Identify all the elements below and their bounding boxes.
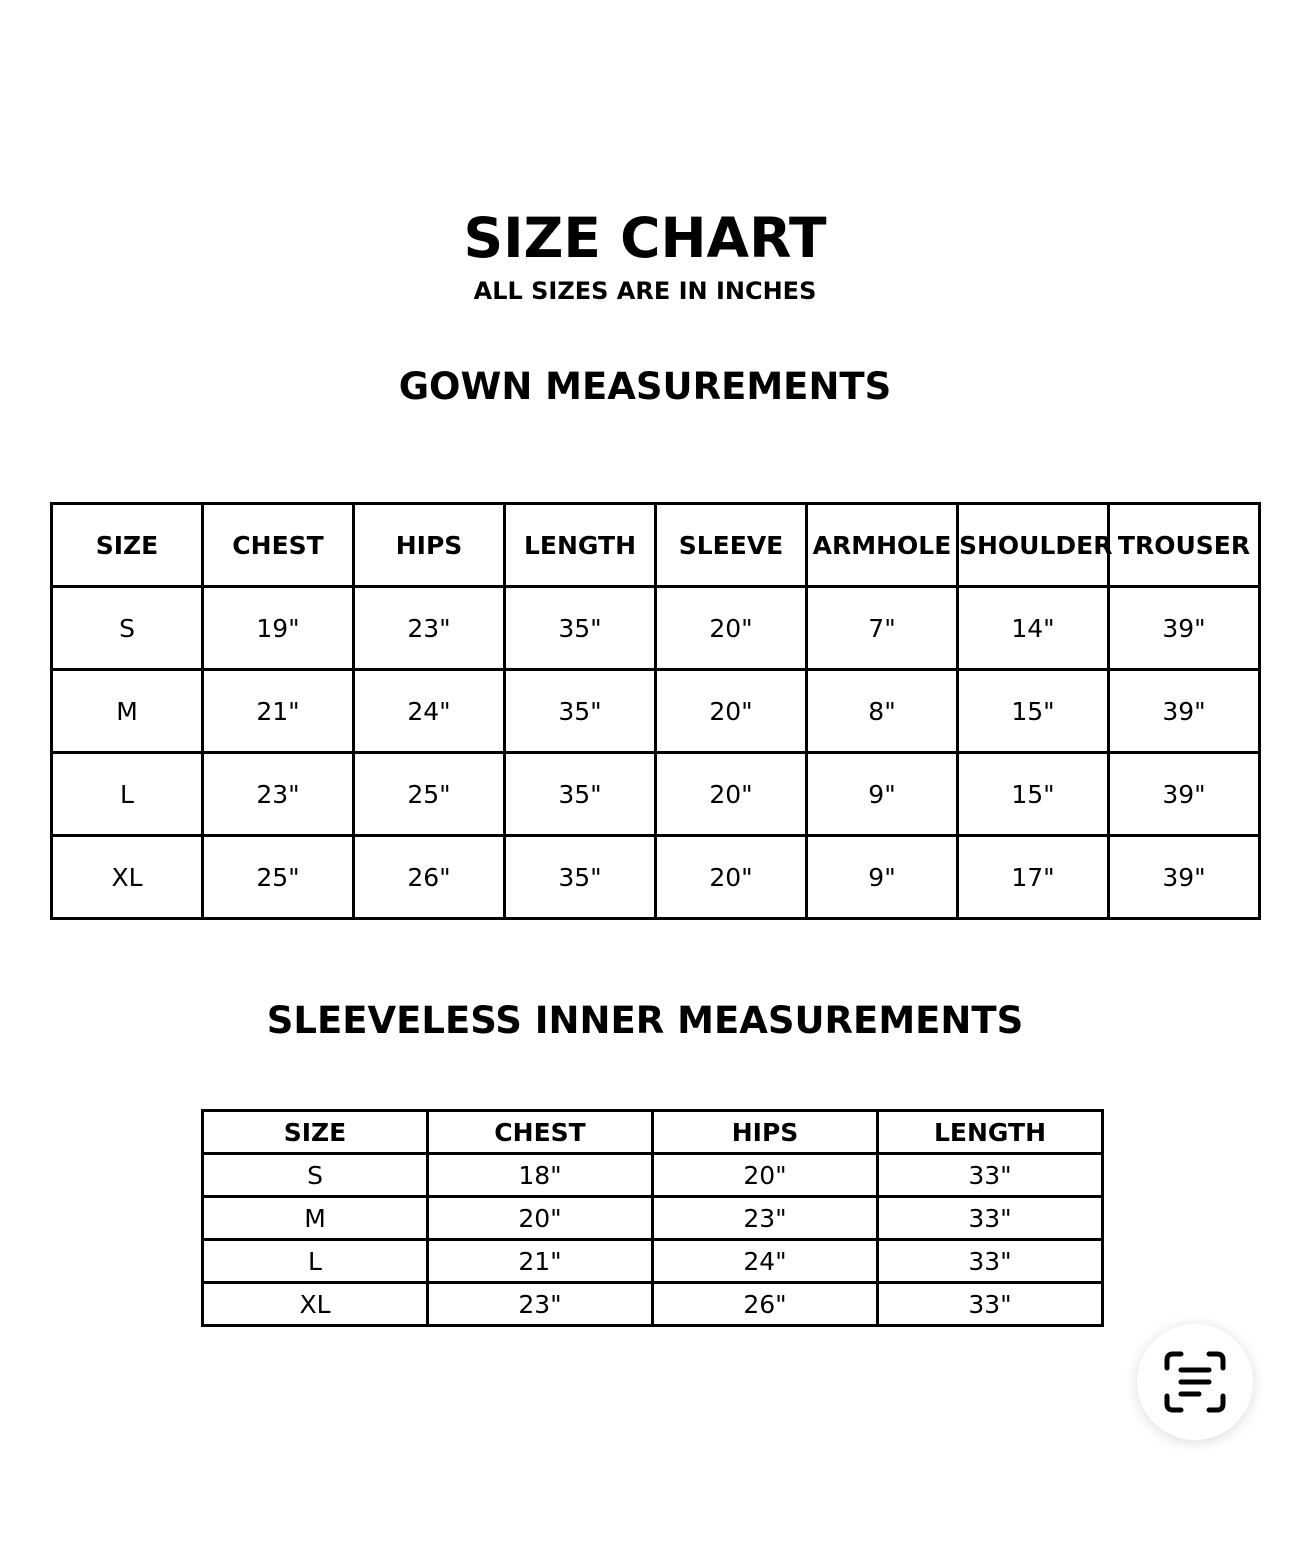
column-header-length: LENGTH bbox=[505, 504, 656, 587]
table-cell: S bbox=[52, 587, 203, 670]
column-header-armhole: ARMHOLE bbox=[807, 504, 958, 587]
table-cell: 23" bbox=[203, 753, 354, 836]
table-cell: 20" bbox=[656, 670, 807, 753]
gown-measurements-table bbox=[50, 502, 1261, 920]
table-cell: 23" bbox=[653, 1197, 878, 1240]
table-cell: 20" bbox=[428, 1197, 653, 1240]
column-header-sleeve: SLEEVE bbox=[656, 504, 807, 587]
table-cell: 20" bbox=[656, 587, 807, 670]
table-cell: L bbox=[52, 753, 203, 836]
column-header-length: LENGTH bbox=[878, 1111, 1103, 1154]
table-cell: M bbox=[203, 1197, 428, 1240]
table-cell: M bbox=[52, 670, 203, 753]
table-row bbox=[203, 1283, 1103, 1326]
table-cell: 20" bbox=[656, 836, 807, 919]
table-row bbox=[203, 1240, 1103, 1283]
table-row bbox=[203, 1197, 1103, 1240]
column-header-size: SIZE bbox=[203, 1111, 428, 1154]
table-cell: 9" bbox=[807, 753, 958, 836]
table-cell: 17" bbox=[958, 836, 1109, 919]
table-cell: 8" bbox=[807, 670, 958, 753]
table-cell: 35" bbox=[505, 753, 656, 836]
table-row bbox=[52, 836, 1260, 919]
table-row bbox=[203, 1154, 1103, 1197]
table-cell: 18" bbox=[428, 1154, 653, 1197]
page-subtitle: ALL SIZES ARE IN INCHES bbox=[473, 277, 817, 305]
table-cell: 24" bbox=[653, 1240, 878, 1283]
column-header-trouser: TROUSER bbox=[1109, 504, 1260, 587]
table-header-row bbox=[203, 1111, 1103, 1154]
gown-measurements-heading: GOWN MEASUREMENTS bbox=[398, 365, 892, 408]
table-cell: 26" bbox=[354, 836, 505, 919]
column-header-size: SIZE bbox=[52, 504, 203, 587]
column-header-hips: HIPS bbox=[653, 1111, 878, 1154]
table-cell: 19" bbox=[203, 587, 354, 670]
column-header-hips: HIPS bbox=[354, 504, 505, 587]
table-cell: S bbox=[203, 1154, 428, 1197]
table-cell: 39" bbox=[1109, 587, 1260, 670]
table-cell: 9" bbox=[807, 836, 958, 919]
table-cell: XL bbox=[203, 1283, 428, 1326]
table-cell: 39" bbox=[1109, 836, 1260, 919]
table-cell: 21" bbox=[428, 1240, 653, 1283]
table-cell: 15" bbox=[958, 753, 1109, 836]
table-cell: 23" bbox=[428, 1283, 653, 1326]
text-scan-icon bbox=[1163, 1350, 1227, 1414]
table-cell: 21" bbox=[203, 670, 354, 753]
table-cell: 33" bbox=[878, 1154, 1103, 1197]
table-row bbox=[52, 587, 1260, 670]
table-cell: 24" bbox=[354, 670, 505, 753]
table-row bbox=[52, 753, 1260, 836]
table-cell: L bbox=[203, 1240, 428, 1283]
table-cell: 35" bbox=[505, 836, 656, 919]
table-cell: 15" bbox=[958, 670, 1109, 753]
column-header-chest: CHEST bbox=[428, 1111, 653, 1154]
table-cell: 33" bbox=[878, 1197, 1103, 1240]
table-header-row bbox=[52, 504, 1260, 587]
table-cell: 20" bbox=[653, 1154, 878, 1197]
table-cell: 33" bbox=[878, 1283, 1103, 1326]
sleeveless-inner-heading: SLEEVELESS INNER MEASUREMENTS bbox=[266, 999, 1024, 1042]
live-text-button[interactable] bbox=[1137, 1324, 1253, 1440]
table-cell: 14" bbox=[958, 587, 1109, 670]
table-cell: 39" bbox=[1109, 753, 1260, 836]
sleeveless-inner-table bbox=[201, 1109, 1104, 1327]
table-cell: 39" bbox=[1109, 670, 1260, 753]
table-cell: 20" bbox=[656, 753, 807, 836]
table-cell: 23" bbox=[354, 587, 505, 670]
table-cell: XL bbox=[52, 836, 203, 919]
table-cell: 25" bbox=[203, 836, 354, 919]
table-cell: 33" bbox=[878, 1240, 1103, 1283]
table-cell: 26" bbox=[653, 1283, 878, 1326]
column-header-chest: CHEST bbox=[203, 504, 354, 587]
table-cell: 35" bbox=[505, 670, 656, 753]
page-title: SIZE CHART bbox=[463, 206, 827, 270]
table-cell: 25" bbox=[354, 753, 505, 836]
table-cell: 7" bbox=[807, 587, 958, 670]
table-cell: 35" bbox=[505, 587, 656, 670]
column-header-shoulder: SHOULDER bbox=[958, 504, 1109, 587]
table-row bbox=[52, 670, 1260, 753]
